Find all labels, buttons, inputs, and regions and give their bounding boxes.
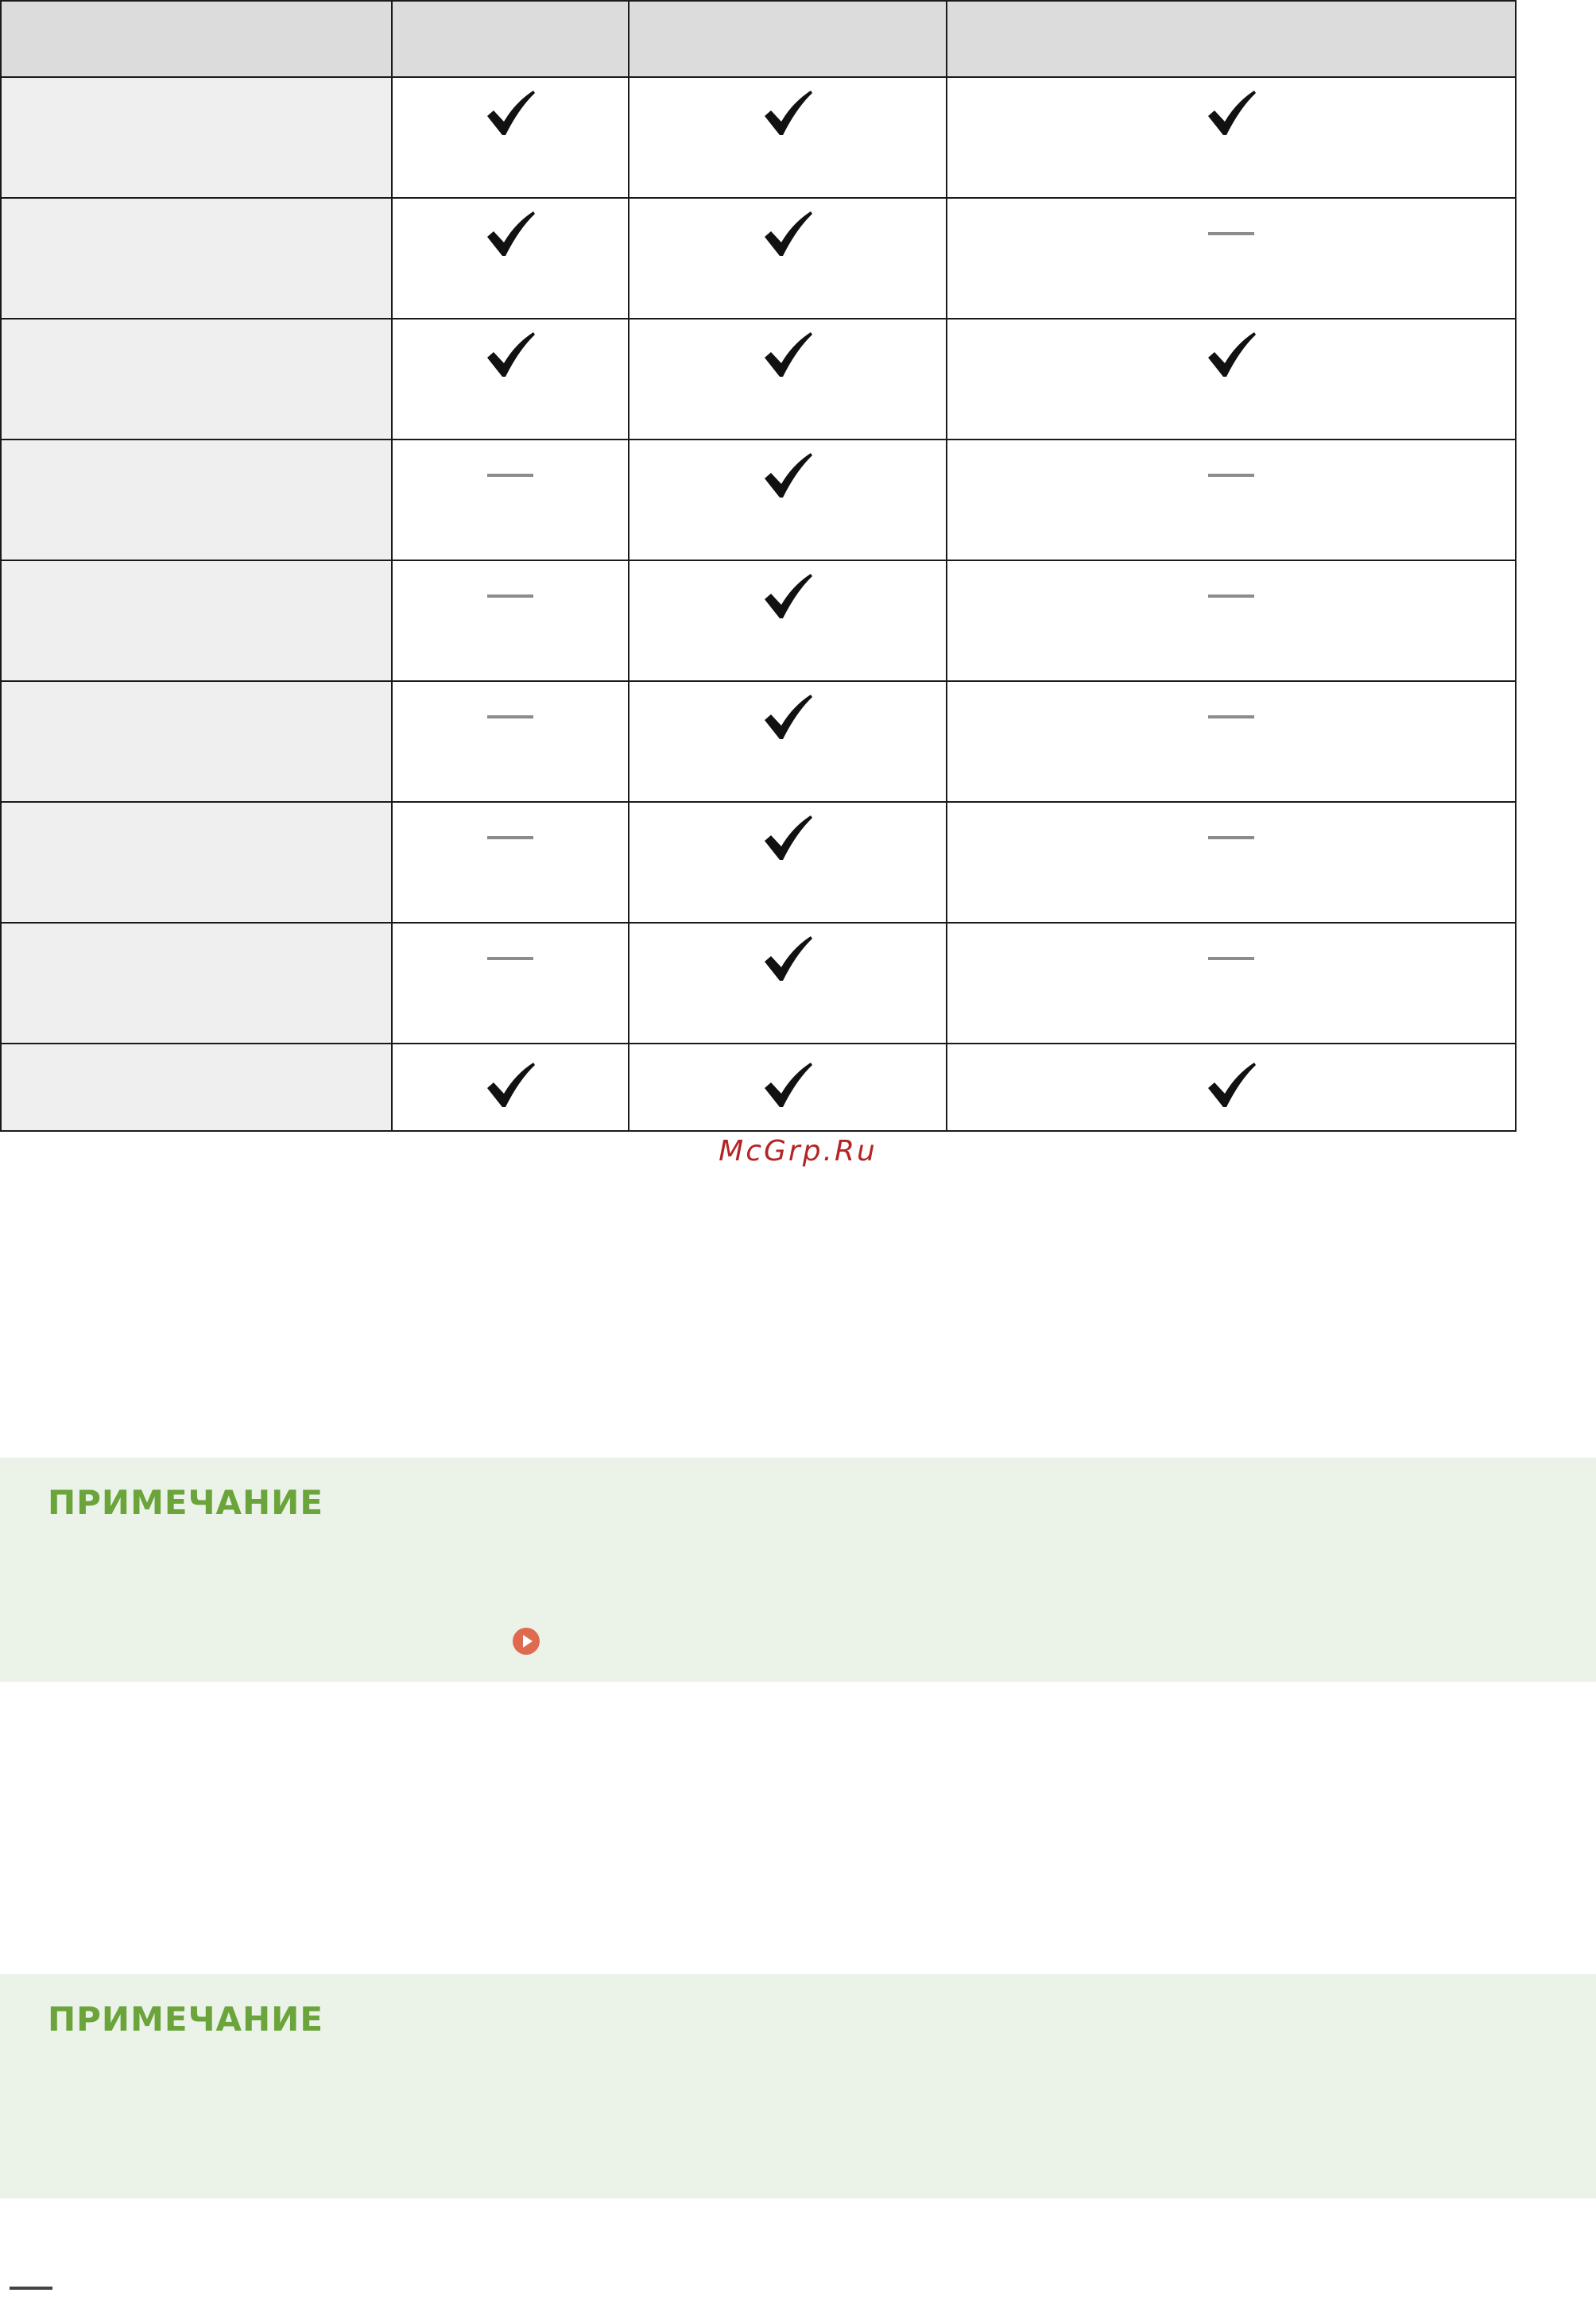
row-label bbox=[1, 560, 392, 681]
table-cell bbox=[392, 923, 629, 1044]
dash-icon bbox=[487, 836, 533, 839]
check-mark-icon bbox=[761, 451, 814, 501]
header-cell bbox=[1, 1, 392, 77]
table-cell bbox=[947, 77, 1516, 198]
row-label bbox=[1, 923, 392, 1044]
table-cell bbox=[947, 1044, 1516, 1131]
dash-icon bbox=[487, 474, 533, 477]
dash-icon bbox=[487, 957, 533, 960]
check-mark-icon bbox=[761, 210, 814, 259]
table-cell bbox=[629, 802, 947, 923]
table-cell bbox=[947, 802, 1516, 923]
table-cell bbox=[392, 440, 629, 560]
table-cell bbox=[392, 681, 629, 802]
table-cell bbox=[392, 77, 629, 198]
row-label bbox=[1, 681, 392, 802]
note-title: ПРИМЕЧАНИЕ bbox=[48, 1483, 324, 1522]
note-box bbox=[0, 1458, 1596, 1682]
row-label bbox=[1, 1044, 392, 1131]
table-row bbox=[1, 198, 1516, 319]
note-title: ПРИМЕЧАНИЕ bbox=[48, 2000, 324, 2039]
table-cell bbox=[629, 198, 947, 319]
check-mark-icon bbox=[761, 814, 814, 863]
table-row bbox=[1, 560, 1516, 681]
check-mark-icon bbox=[761, 935, 814, 984]
check-mark-icon bbox=[484, 331, 537, 380]
table-cell bbox=[629, 681, 947, 802]
check-mark-icon bbox=[484, 210, 537, 259]
check-mark-icon bbox=[761, 1061, 814, 1110]
dash-icon bbox=[487, 594, 533, 598]
table-cell bbox=[392, 560, 629, 681]
table-row bbox=[1, 440, 1516, 560]
check-mark-icon bbox=[1205, 331, 1257, 380]
row-label bbox=[1, 802, 392, 923]
check-mark-icon bbox=[761, 331, 814, 380]
check-mark-icon bbox=[1205, 1061, 1257, 1110]
table-cell bbox=[947, 198, 1516, 319]
row-label bbox=[1, 198, 392, 319]
table-cell bbox=[947, 440, 1516, 560]
table-cell bbox=[392, 1044, 629, 1131]
table-cell bbox=[629, 319, 947, 440]
watermark: McGrp.Ru bbox=[719, 1135, 877, 1168]
table-cell bbox=[392, 319, 629, 440]
table-cell bbox=[392, 198, 629, 319]
dash-icon bbox=[1208, 232, 1254, 235]
check-mark-icon bbox=[761, 89, 814, 138]
row-label bbox=[1, 77, 392, 198]
check-mark-icon bbox=[484, 1061, 537, 1110]
table-cell bbox=[947, 923, 1516, 1044]
header-cell bbox=[629, 1, 947, 77]
table-row bbox=[1, 77, 1516, 198]
table-cell bbox=[629, 77, 947, 198]
dash-icon bbox=[1208, 715, 1254, 718]
dash-icon bbox=[1208, 474, 1254, 477]
check-mark-icon bbox=[1205, 89, 1257, 138]
header-cell bbox=[392, 1, 629, 77]
dash-icon bbox=[487, 715, 533, 718]
table-cell bbox=[947, 681, 1516, 802]
table-cell bbox=[392, 802, 629, 923]
dash-icon bbox=[1208, 594, 1254, 598]
table-row bbox=[1, 681, 1516, 802]
table-row bbox=[1, 802, 1516, 923]
table-cell bbox=[629, 923, 947, 1044]
table-row bbox=[1, 319, 1516, 440]
compatibility-table bbox=[0, 0, 1517, 1132]
table-cell bbox=[947, 319, 1516, 440]
table-cell bbox=[629, 1044, 947, 1131]
dash-icon bbox=[1208, 957, 1254, 960]
table-header-row bbox=[1, 1, 1516, 77]
dash-icon bbox=[1208, 836, 1254, 839]
table-cell bbox=[947, 560, 1516, 681]
table-cell bbox=[629, 440, 947, 560]
check-mark-icon bbox=[761, 572, 814, 622]
header-cell bbox=[947, 1, 1516, 77]
row-label bbox=[1, 440, 392, 560]
table-row bbox=[1, 1044, 1516, 1131]
table-cell bbox=[629, 560, 947, 681]
arrow-circle-icon[interactable] bbox=[513, 1628, 540, 1655]
row-label bbox=[1, 319, 392, 440]
dash-icon bbox=[10, 2287, 52, 2290]
check-mark-icon bbox=[761, 693, 814, 742]
table-row bbox=[1, 923, 1516, 1044]
check-mark-icon bbox=[484, 89, 537, 138]
note-box bbox=[0, 1974, 1596, 2198]
